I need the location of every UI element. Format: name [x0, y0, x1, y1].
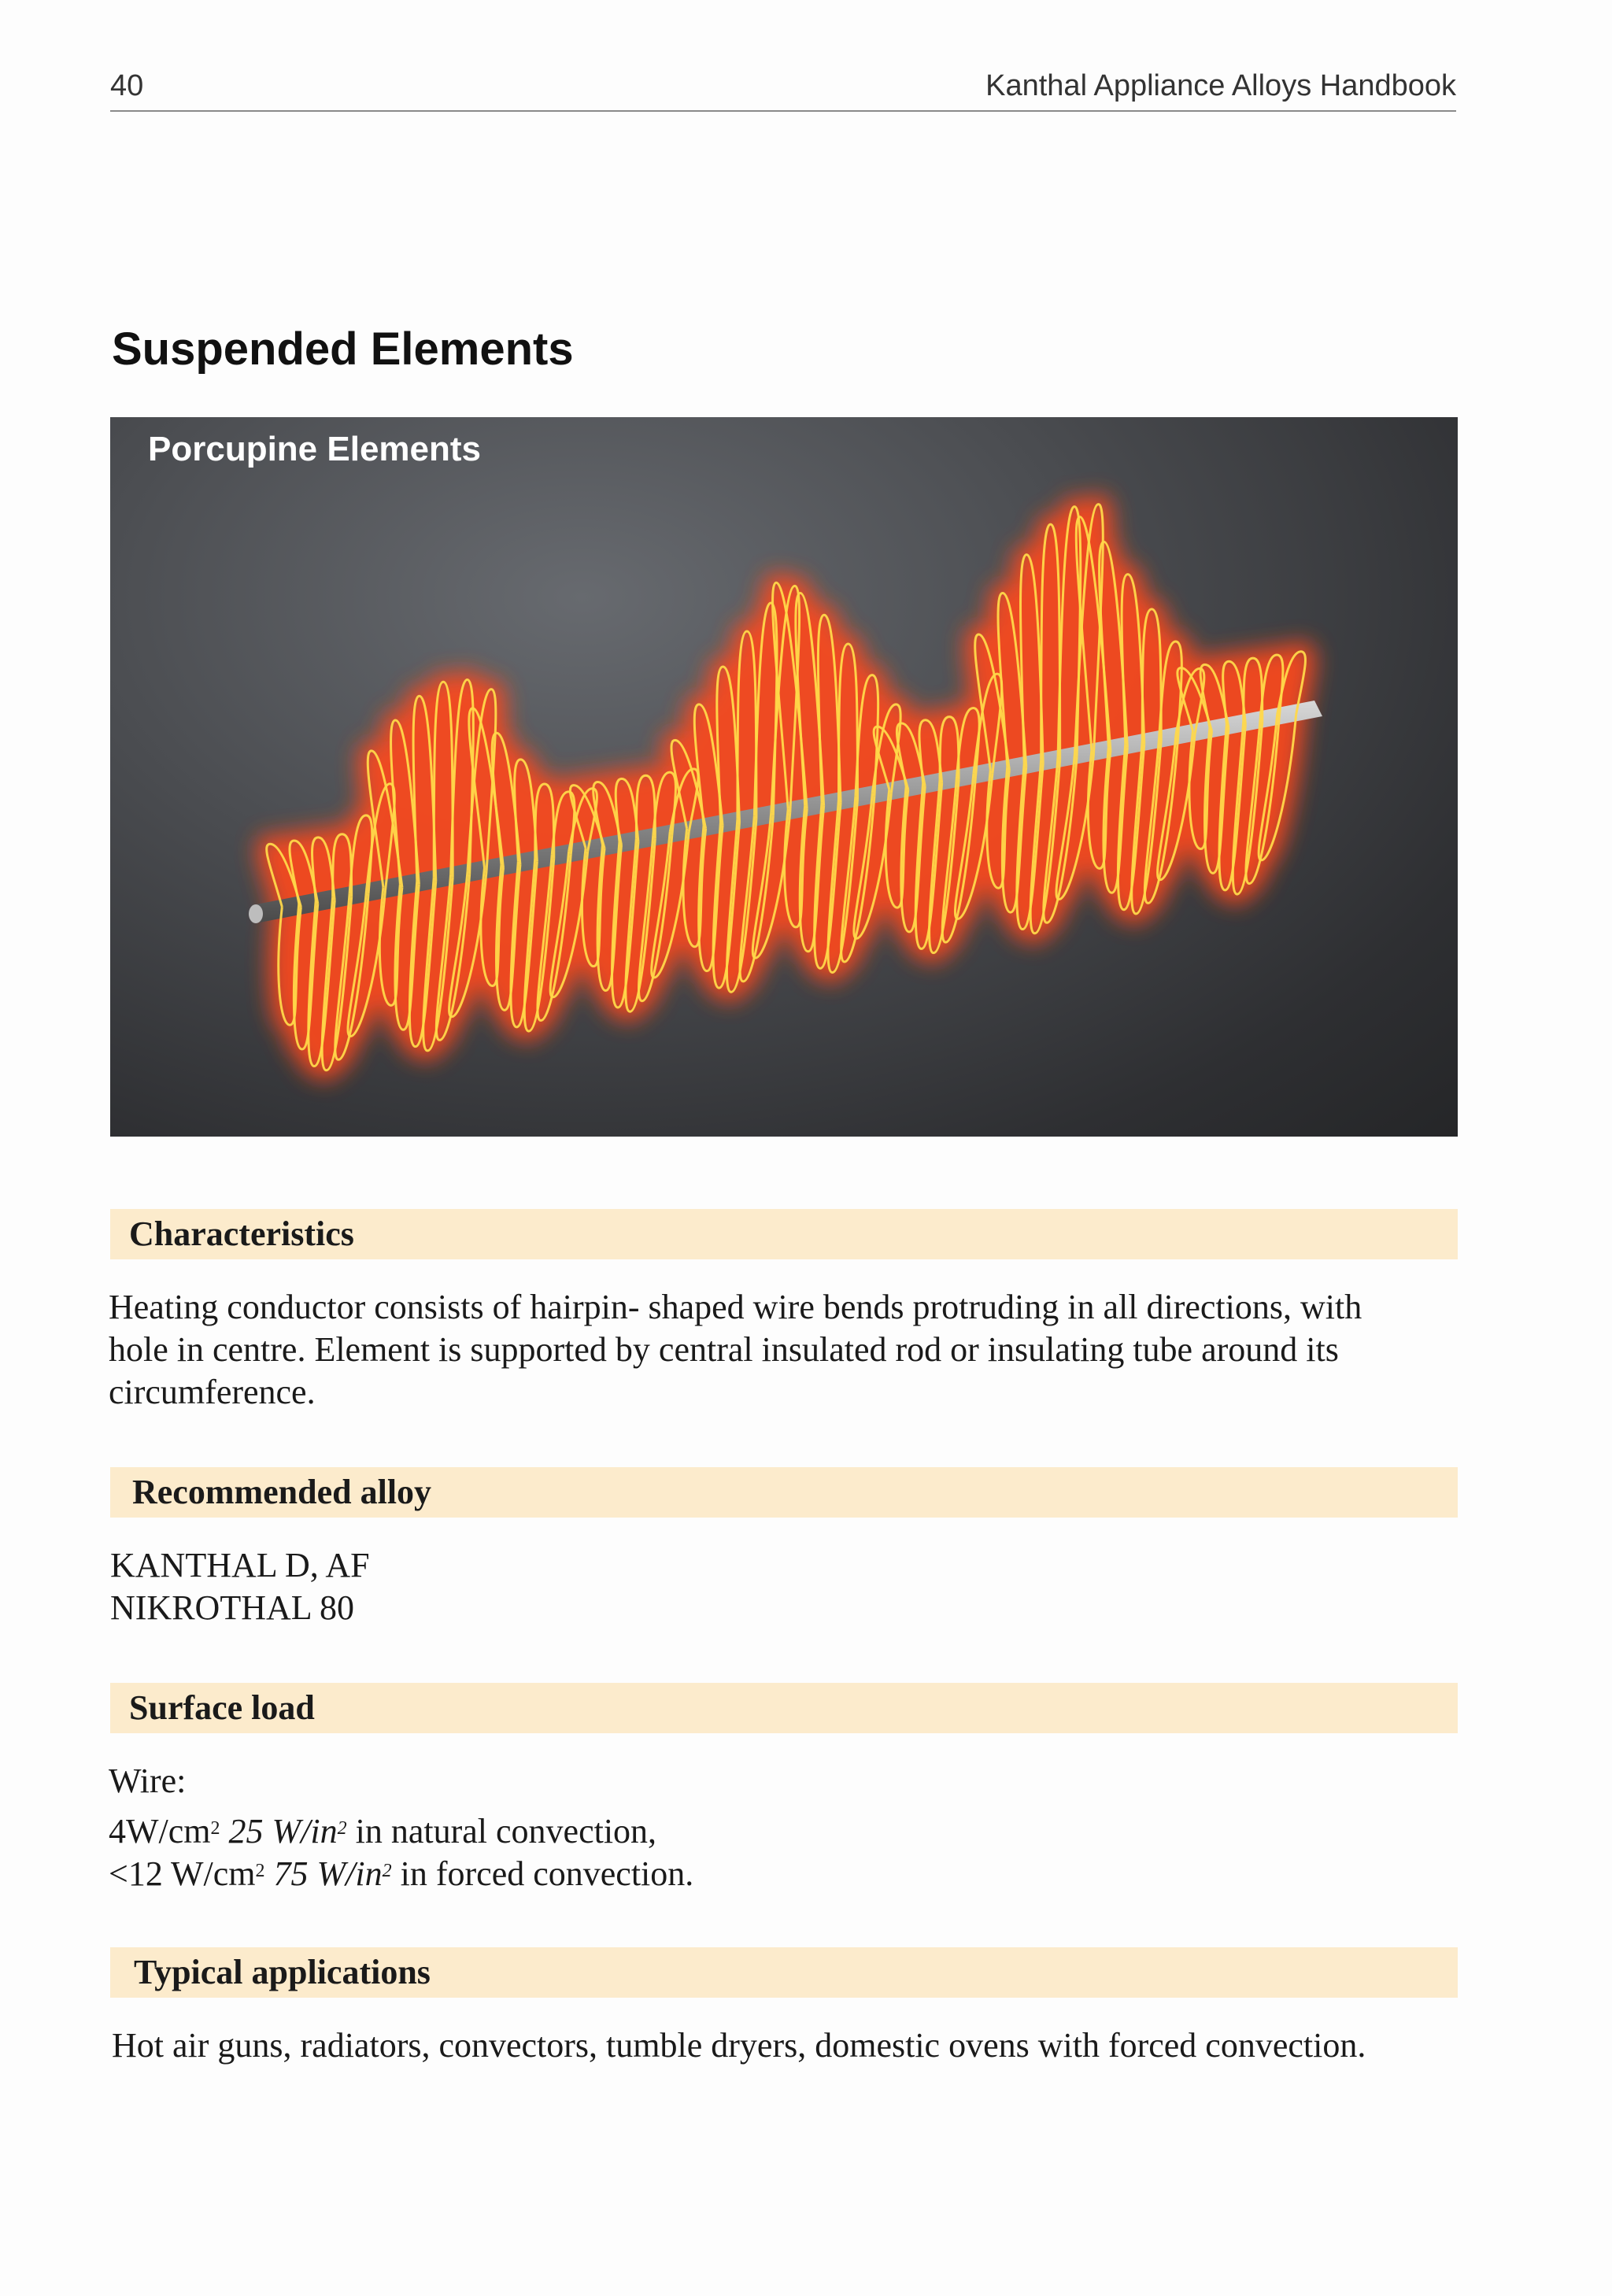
characteristics-line: hole in centre. Element is supported by central insulated rod or insulating tube around its — [109, 1330, 1339, 1369]
porcupine-elements-figure — [110, 417, 1458, 1137]
surface-load-text — [109, 1760, 1462, 1895]
surface-load-forced: <12 $W/cm^2$ 75 $W/in^2$ in forced convection. — [109, 1854, 694, 1893]
page-number: 40 — [110, 69, 144, 102]
section-title: Suspended Elements — [112, 324, 574, 375]
surface-load-heading-band — [110, 1683, 1458, 1733]
surface-load-intro: Wire: — [109, 1762, 187, 1800]
recommended-alloy-list — [110, 1544, 1464, 1629]
alloy-item: NIKROTHAL 80 — [110, 1588, 354, 1627]
typical-applications-text: Hot air guns, radiators, convectors, tumble dryers, domestic ovens with forced convection. — [112, 2026, 1366, 2065]
characteristics-heading: Characteristics — [129, 1215, 354, 1253]
porcupine-element-illustration — [110, 417, 1458, 1137]
page-header — [110, 69, 1456, 112]
characteristics-line: Heating conductor consists of hairpin- shaped wire bends protruding in all directions, with — [109, 1288, 1362, 1326]
surface-load-heading: Surface load — [129, 1688, 315, 1727]
characteristics-text — [109, 1286, 1462, 1414]
characteristics-heading-band — [110, 1209, 1458, 1259]
recommended-alloy-heading: Recommended alloy — [132, 1473, 432, 1511]
alloy-item: KANTHAL D, AF — [110, 1546, 370, 1584]
typical-applications-heading-band — [110, 1947, 1458, 1998]
figure-caption: Porcupine Elements — [148, 430, 482, 468]
characteristics-line: circumference. — [109, 1373, 316, 1411]
surface-load-natural: $4W/cm^2$ 25 $W/in^2$ in natural convection, — [109, 1812, 657, 1850]
document-title: Kanthal Appliance Alloys Handbook — [985, 69, 1456, 102]
typical-applications-heading: Typical applications — [134, 1953, 431, 1991]
recommended-alloy-heading-band — [110, 1467, 1458, 1518]
